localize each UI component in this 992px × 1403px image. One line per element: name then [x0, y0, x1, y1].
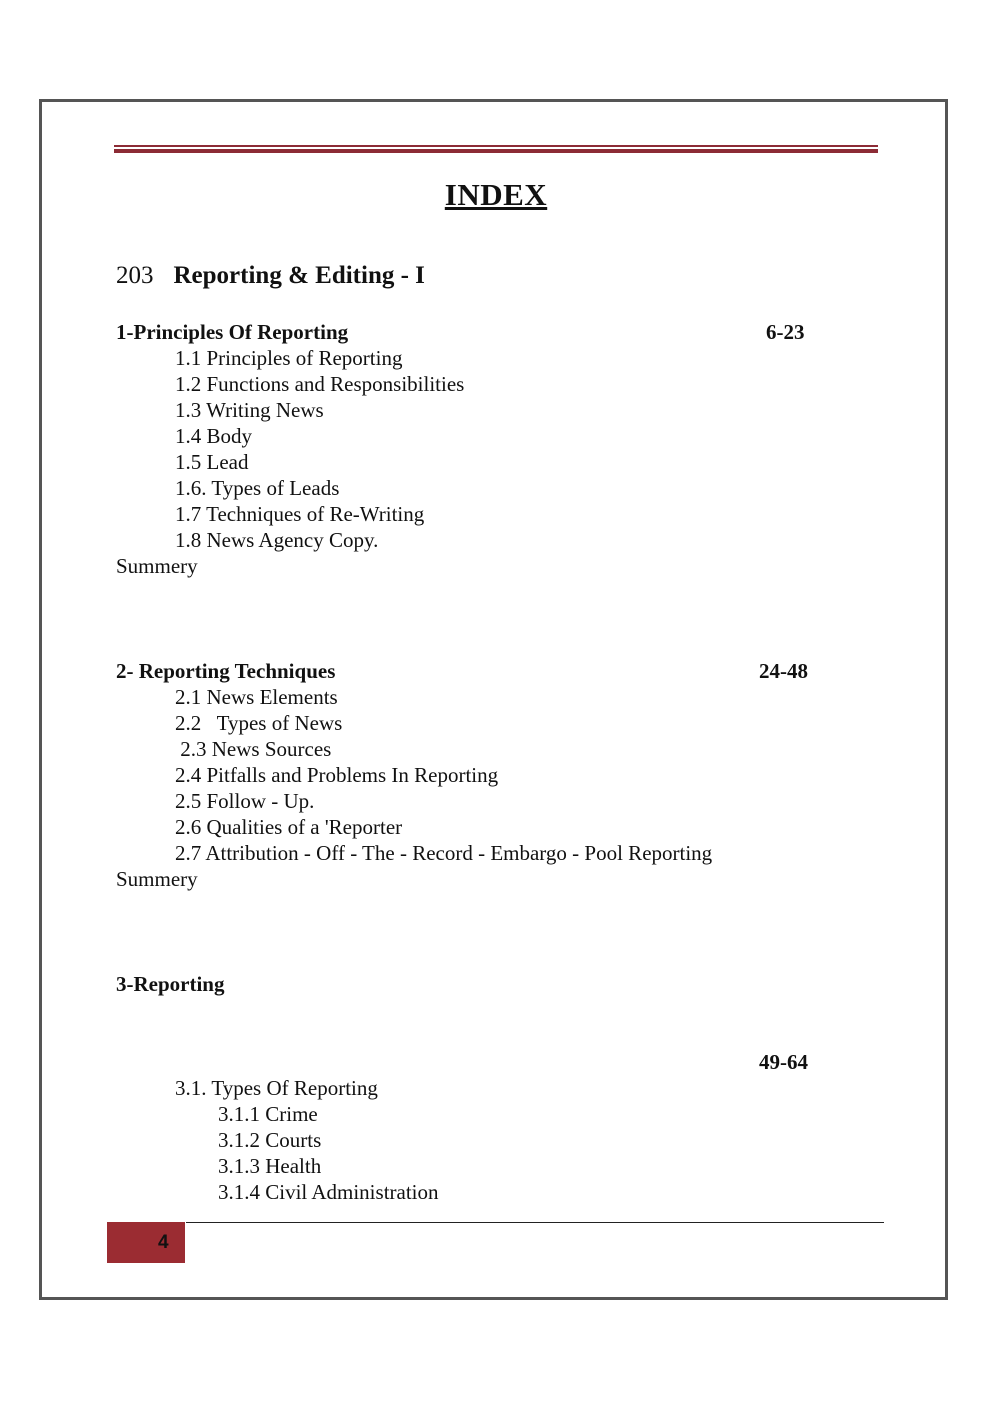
section-2-pages: 24-48 — [759, 659, 808, 683]
section-2-item: 2.2 Types of News — [175, 711, 343, 735]
header-rule-thin — [114, 145, 878, 147]
header-rule-thick — [114, 149, 878, 153]
course-name: Reporting & Editing - I — [173, 262, 425, 289]
section-1-item: 1.8 News Agency Copy. — [175, 528, 379, 552]
section-1-item: 1.6. Types of Leads — [175, 476, 340, 500]
section-3-subitem: 3.1.1 Crime — [218, 1102, 318, 1126]
section-1-item: 1.1 Principles of Reporting — [175, 346, 403, 370]
page-number: 4 — [158, 1232, 169, 1253]
section-2-heading: 2- Reporting Techniques — [116, 659, 336, 683]
section-2-item: 2.3 News Sources — [175, 737, 332, 761]
page-title: INDEX — [444, 177, 548, 212]
section-3-item: 3.1. Types Of Reporting — [175, 1076, 378, 1100]
section-3-subitem: 3.1.3 Health — [218, 1154, 322, 1178]
course-code: 203 — [116, 262, 154, 289]
section-3-heading: 3-Reporting — [116, 972, 225, 996]
course-heading — [116, 262, 425, 290]
section-2-item: 2.6 Qualities of a 'Reporter — [175, 815, 403, 839]
section-1-item: 1.5 Lead — [175, 450, 249, 474]
section-2-item: 2.7 Attribution - Off - The - Record - Embargo - Pool Reporting — [175, 841, 713, 865]
section-1-item: 1.2 Functions and Responsibilities — [175, 372, 465, 396]
footer-rule — [186, 1222, 884, 1223]
section-1-heading: 1-Principles Of Reporting — [116, 320, 349, 344]
section-2-summary: Summery — [116, 867, 198, 891]
section-2-item: 2.4 Pitfalls and Problems In Reporting — [175, 763, 499, 787]
section-1-item: 1.7 Techniques of Re-Writing — [175, 502, 425, 526]
section-1-item: 1.3 Writing News — [175, 398, 324, 422]
section-1-pages: 6-23 — [766, 320, 805, 344]
section-3-subitem: 3.1.4 Civil Administration — [218, 1180, 439, 1204]
page-number-box — [107, 1222, 185, 1263]
section-2-item: 2.5 Follow - Up. — [175, 789, 315, 813]
section-1-summary: Summery — [116, 554, 198, 578]
section-3-pages: 49-64 — [759, 1050, 808, 1074]
section-2-item: 2.1 News Elements — [175, 685, 338, 709]
section-3-subitem: 3.1.2 Courts — [218, 1128, 322, 1152]
section-1-item: 1.4 Body — [175, 424, 253, 448]
